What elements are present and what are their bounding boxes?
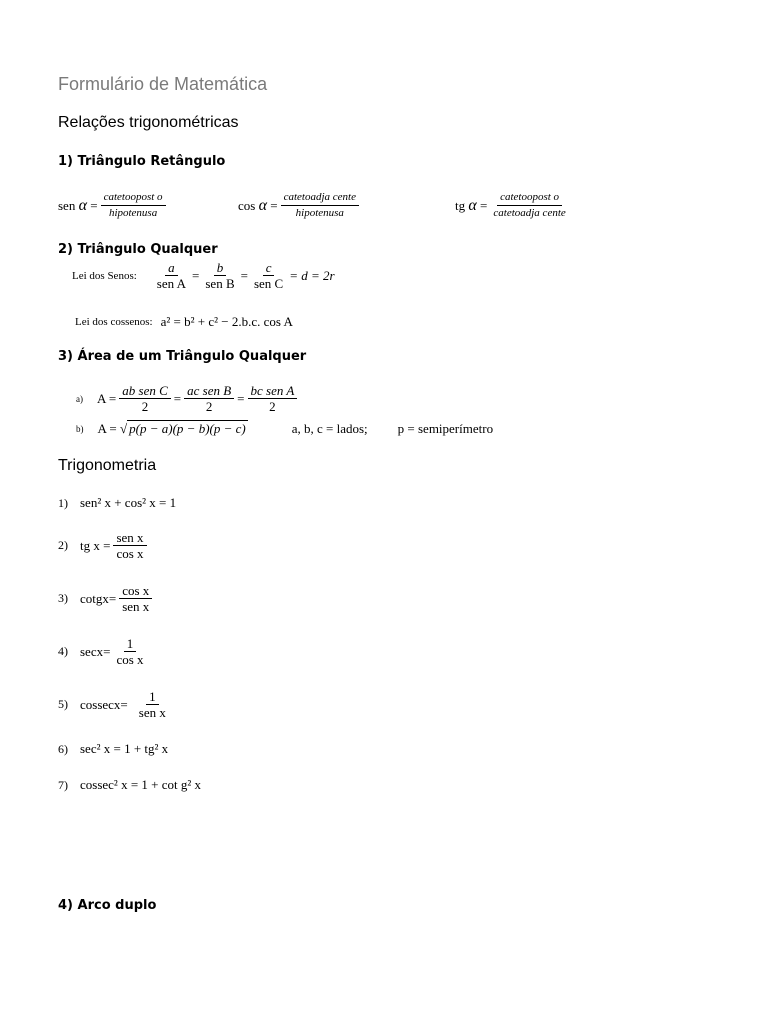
alpha-symbol: α [258, 196, 267, 214]
tg-label: tg [455, 197, 466, 213]
item-number: 2) [58, 538, 68, 552]
denominator: sen C [253, 276, 284, 291]
denominator: 2 [141, 399, 149, 414]
lei-senos-tail: = d = 2r [289, 267, 335, 283]
identity-lhs: cossecx= [80, 696, 128, 712]
subheading-area-triangulo: 3) Área de um Triângulo Qualquer [58, 349, 307, 364]
alpha-symbol: α [78, 196, 87, 214]
item-number: 7) [58, 777, 68, 792]
formula-lei-senos: Lei dos Senos: a sen A = b sen B = c sen C = d = 2r [72, 260, 335, 291]
item-number: 3) [58, 591, 68, 605]
denominator: 2 [205, 399, 213, 414]
identity-expression: cossec² x = 1 + cot g² x [80, 777, 202, 792]
page-title: Formulário de Matemática [58, 74, 268, 94]
formula-cos-alpha [238, 190, 362, 221]
trig-identity-7 [58, 777, 201, 793]
numerator: b [214, 260, 227, 276]
denominator: hipotenusa [295, 207, 344, 219]
numerator: ab sen C [119, 383, 171, 399]
numerator: catetoopost o [497, 190, 562, 206]
identity-expression: sen² x + cos² x = 1 [80, 495, 177, 510]
sqrt-icon: √ [120, 420, 128, 436]
lei-senos-label: Lei dos Senos: [72, 269, 137, 282]
denominator: sen x [138, 705, 166, 720]
fraction [113, 530, 146, 561]
denominator: hipotenusa [108, 207, 158, 219]
semiperimetro-note: p = semiperímetro [397, 420, 494, 436]
item-number: 4) [58, 644, 68, 658]
denominator: sen A [156, 276, 187, 291]
numerator: a [165, 260, 178, 276]
formula-sen-alpha [58, 190, 169, 221]
numerator: sen x [113, 530, 146, 546]
numerator: catetoopost o [101, 190, 166, 206]
identity-lhs: tg x = [80, 537, 111, 553]
lei-cossenos-label: Lei dos cossenos: [75, 316, 153, 328]
sqrt-expression: p(p − a)(p − b)(p − c) [129, 421, 246, 436]
fraction [101, 190, 166, 221]
formula-lei-cossenos [75, 314, 293, 330]
alpha-symbol: α [468, 196, 477, 214]
fraction [281, 190, 359, 221]
fraction [202, 260, 237, 291]
trig-identity-5 [58, 689, 172, 720]
numerator: cos x [119, 583, 152, 599]
identity-expression: sec² x = 1 + tg² x [80, 741, 169, 756]
lei-cossenos-expression: a² = b² + c² − 2.b.c. cos A [160, 314, 293, 329]
numerator: 1 [124, 636, 137, 652]
denominator: 2 [269, 399, 276, 414]
section-heading-trigonometria: Trigonometria [58, 457, 157, 474]
item-label-a: a) [76, 393, 83, 404]
fraction [154, 260, 189, 291]
trig-identity-3 [58, 583, 155, 614]
equals-sign: = [480, 197, 488, 213]
numerator: 1 [146, 689, 159, 705]
subheading-triangulo-retangulo: 1) Triângulo Retângulo [58, 154, 226, 169]
trig-identity-4 [58, 636, 150, 667]
equals-sign: = [90, 197, 98, 213]
fraction [119, 383, 171, 414]
sen-label: sen [58, 197, 76, 213]
section-heading-relacoes: Relações trigonométricas [58, 114, 239, 131]
item-number: 6) [58, 741, 68, 756]
trig-identity-2 [58, 530, 150, 561]
area-lhs: A = [97, 420, 117, 436]
lados-note: a, b, c = lados; [291, 420, 368, 436]
trig-identity-6 [58, 741, 168, 757]
numerator: bc sen A [248, 383, 298, 399]
item-number: 1) [58, 495, 68, 510]
subheading-arco-duplo: 4) Arco duplo [58, 898, 157, 913]
fraction [113, 636, 146, 667]
fraction [248, 383, 298, 414]
area-lhs: A = [97, 390, 117, 406]
fraction [490, 190, 568, 221]
denominator: cos x [116, 652, 144, 667]
numerator: ac sen B [184, 383, 234, 399]
formula-area-a: a) A = ab sen C 2 = ac sen B 2 = bc sen A 2 [76, 383, 300, 414]
fraction [184, 383, 234, 414]
denominator: cos x [116, 546, 144, 561]
denominator: catetoadja cente [493, 207, 566, 219]
fraction [251, 260, 286, 291]
identity-lhs: secx= [80, 643, 111, 659]
cos-label: cos [238, 197, 256, 213]
subheading-triangulo-qualquer: 2) Triângulo Qualquer [58, 242, 218, 257]
equals-sign: = [270, 197, 278, 213]
numerator: catetoadja cente [281, 190, 359, 206]
denominator: sen x [122, 599, 150, 614]
item-number: 5) [58, 697, 68, 711]
trig-identity-1 [58, 495, 176, 511]
fraction [136, 689, 169, 720]
formula-tg-alpha [455, 190, 572, 221]
fraction [119, 583, 152, 614]
item-label-b: b) [76, 423, 84, 434]
formula-area-b [76, 420, 493, 437]
numerator: c [263, 260, 275, 276]
identity-lhs: cotgx= [80, 590, 117, 606]
denominator: sen B [205, 276, 235, 291]
